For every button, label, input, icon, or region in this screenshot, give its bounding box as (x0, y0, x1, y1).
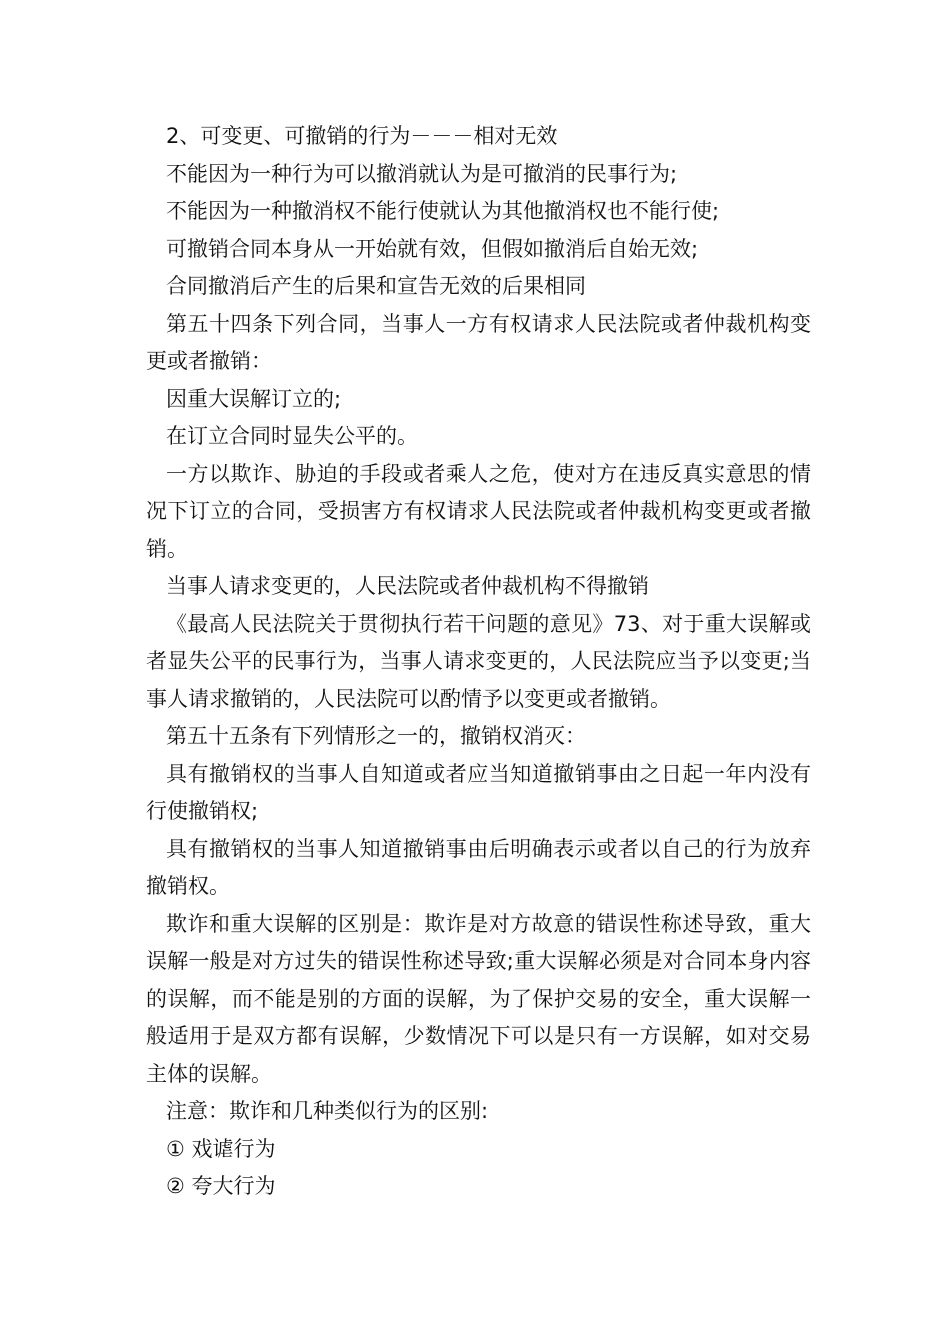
paragraph: 具有撤销权的当事人自知道或者应当知道撤销事由之日起一年内没有行使撤销权; (146, 761, 811, 823)
paragraph-distinction: 欺诈和重大误解的区别是：欺诈是对方故意的错误性称述导致，重大误解一般是对方过失的错误性称述导致;重大误解必须是对合同本身内容的误解，而不能是别的方面的误解，为了保护交易的安全，重大误解一般适用于是双方都有误解，少数情况下可以是只有一方误解，如对交易主体的误解。 (146, 911, 811, 1086)
paragraph: 合同撤消后产生的后果和宣告无效的后果相同 (166, 274, 586, 298)
paragraph: 不能因为一种撤消权不能行使就认为其他撤消权也不能行使; (166, 199, 720, 223)
paragraph: 可撤销合同本身从一开始就有效，但假如撤消后自始无效; (166, 236, 699, 261)
paragraph: 因重大误解订立的; (166, 386, 342, 411)
document-body (146, 118, 811, 1206)
paragraph-article-55: 第五十五条有下列情形之一的，撤销权消灭： (166, 724, 586, 748)
paragraph-note: 注意：欺诈和几种类似行为的区别: (166, 1099, 489, 1123)
paragraph: 不能因为一种行为可以撤消就认为是可撤消的民事行为; (166, 161, 678, 186)
paragraph-heading: 2、可变更、可撤销的行为－－－相对无效 (166, 124, 558, 148)
list-item: ② 夸大行为 (166, 1174, 276, 1198)
paragraph: 具有撤销权的当事人知道撤销事由后明确表示或者以自己的行为放弃撤销权。 (146, 836, 811, 898)
paragraph-article-54: 第五十四条下列合同，当事人一方有权请求人民法院或者仲裁机构变更或者撤销： (146, 311, 811, 373)
list-item: ① 戏谑行为 (166, 1136, 276, 1161)
paragraph: 当事人请求变更的，人民法院或者仲裁机构不得撤销 (166, 574, 649, 598)
paragraph: 在订立合同时显失公平的。 (166, 424, 418, 448)
paragraph: 一方以欺诈、胁迫的手段或者乘人之危，使对方在违反真实意思的情况下订立的合同，受损害方有权请求人民法院或者仲裁机构变更或者撤销。 (146, 461, 811, 561)
paragraph-opinion-73: 《最高人民法院关于贯彻执行若干问题的意见》73、对于重大误解或者显失公平的民事行为，当事人请求变更的，人民法院应当予以变更;当事人请求撤销的，人民法院可以酌情予以变更或者撤销。 (146, 611, 811, 711)
